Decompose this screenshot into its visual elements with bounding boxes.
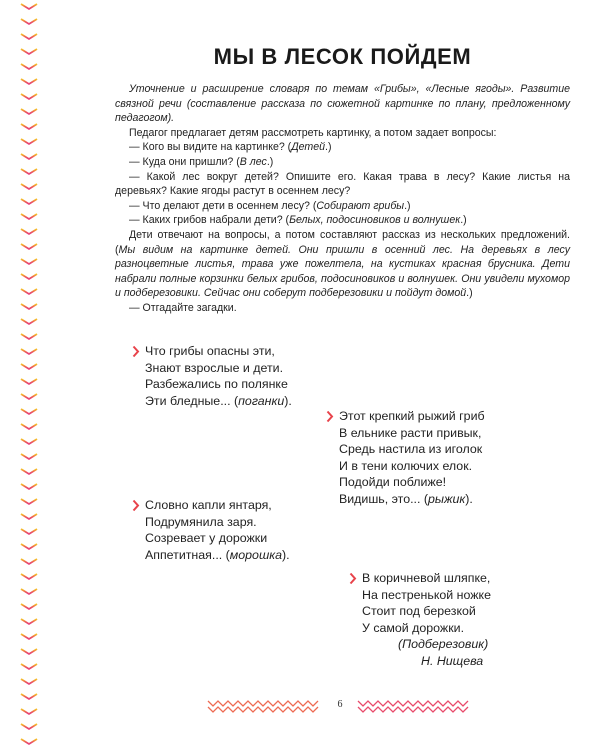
riddle-answer: (Подберезовик)	[398, 637, 489, 652]
page-number: 6	[337, 699, 343, 710]
lesson-text	[115, 82, 570, 316]
zigzag-chevron	[21, 4, 37, 9]
zigzag-chevron	[21, 514, 37, 519]
zigzag-chevron	[21, 64, 37, 69]
riddle-birch-bolete: В коричневой шляпке, На пестренькой ножке Стоит под березкой У самой дорожки. (Подберезовик) Н. Нищева	[362, 570, 491, 670]
riddle-saffron-milk-cap: Этот крепкий рыжий гриб В ельнике расти привык, Средь настила из иголок И в тени колючих елок. Подойди поближе! Видишь, это... (рыжик).	[339, 408, 485, 508]
page-content	[115, 0, 570, 750]
chevron-right-icon	[132, 499, 140, 512]
zigzag-chevron	[21, 19, 37, 24]
riddle-toadstool: Что грибы опасны эти, Знают взрослые и дети. Разбежались по полянке Эти бледные... (поганки).	[145, 343, 292, 409]
zigzag-chevron	[21, 634, 37, 639]
zigzag-chevron	[21, 259, 37, 264]
zigzag-chevron	[21, 139, 37, 144]
zigzag-chevron	[21, 604, 37, 609]
zigzag-chevron	[21, 664, 37, 669]
zigzag-chevron	[21, 349, 37, 354]
zigzag-chevron	[21, 484, 37, 489]
zigzag-chevron	[21, 289, 37, 294]
zigzag-chevron	[21, 454, 37, 459]
zigzag-chevron	[21, 379, 37, 384]
chevron-right-icon	[132, 345, 140, 358]
zigzag-chevron	[21, 544, 37, 549]
question-5: — Каких грибов набрали дети? (Белых, подосиновиков и волнушек.)	[129, 214, 467, 227]
zigzag-chevron	[21, 79, 37, 84]
zigzag-chevron	[21, 109, 37, 114]
zigzag-chevron	[21, 469, 37, 474]
lesson-goals: Уточнение и расширение словаря по темам «Грибы», «Лесные ягоды». Развитие связной речи (составление рассказа по сюжетной картинке по плану, предложенному педагогом).	[115, 83, 570, 125]
question-3: — Какой лес вокруг детей? Опишите его. Какая трава в лесу? Какие листья на деревьях? Какие ягоды растут в осеннем лесу?	[115, 170, 570, 198]
zigzag-chevron	[21, 724, 37, 729]
riddle-author: Н. Нищева	[421, 653, 484, 668]
zigzag-chevron	[21, 274, 37, 279]
zigzag-chevron	[21, 409, 37, 414]
zigzag-chevron	[21, 364, 37, 369]
zigzag-chevron	[21, 49, 37, 54]
zigzag-chevron	[21, 589, 37, 594]
zigzag-chevron	[21, 199, 37, 204]
zigzag-chevron	[21, 154, 37, 159]
zigzag-chevron	[21, 214, 37, 219]
zigzag-chevron	[21, 499, 37, 504]
chevron-right-icon	[326, 410, 334, 423]
page-footer	[200, 693, 480, 723]
zigzag-chevron	[21, 169, 37, 174]
zigzag-chevron	[21, 94, 37, 99]
zigzag-chevron	[21, 394, 37, 399]
page-title: МЫ В ЛЕСОК ПОЙДЕМ	[213, 44, 472, 69]
zigzag-chevron	[21, 184, 37, 189]
teacher-instruction: Педагог предлагает детям рассмотреть картинку, а потом задает вопросы:	[129, 126, 497, 139]
zigzag-chevron	[21, 334, 37, 339]
zigzag-chevron	[21, 304, 37, 309]
zigzag-chevron	[21, 34, 37, 39]
zigzag-chevron	[21, 649, 37, 654]
question-1: — Кого вы видите на картинке? (Детей.)	[129, 141, 332, 154]
zigzag-chevron	[21, 439, 37, 444]
zigzag-chevron	[21, 709, 37, 714]
zigzag-chevron	[21, 619, 37, 624]
zigzag-chevron	[21, 679, 37, 684]
zigzag-chevron	[21, 694, 37, 699]
zigzag-chevron	[21, 559, 37, 564]
chevron-right-icon	[349, 572, 357, 585]
zigzag-chevron	[21, 319, 37, 324]
riddle-cloudberry: Словно капли янтаря, Подрумянила заря. Созревает у дорожки Аппетитная... (морошка).	[145, 497, 290, 563]
zigzag-border-decoration	[18, 0, 44, 750]
zigzag-chevron	[21, 124, 37, 129]
zigzag-chevron	[21, 229, 37, 234]
zigzag-chevron	[21, 739, 37, 744]
question-2: — Куда они пришли? (В лес.)	[129, 155, 274, 168]
zigzag-chevron	[21, 574, 37, 579]
zigzag-chevron	[21, 529, 37, 534]
story-paragraph: Дети отвечают на вопросы, а потом составляют рассказ из нескольких предложений. (Мы видим на картинке детей. Они пришли в осенний лес. На деревьях в лесу разноцветные листья, трава уже пожелтела, на кустиках красная брусника. Дети набрали полные корзинки белых грибов, подосиновиков и волнушек. Они увидели мухомор и подберезовики. Сейчас они соберут подберезовики и пойдут домой.)	[115, 228, 570, 300]
riddles-prompt: — Отгадайте загадки.	[129, 301, 237, 314]
question-4: — Что делают дети в осеннем лесу? (Собирают грибы.)	[129, 199, 411, 212]
zigzag-chevron	[21, 244, 37, 249]
zigzag-chevron	[21, 424, 37, 429]
